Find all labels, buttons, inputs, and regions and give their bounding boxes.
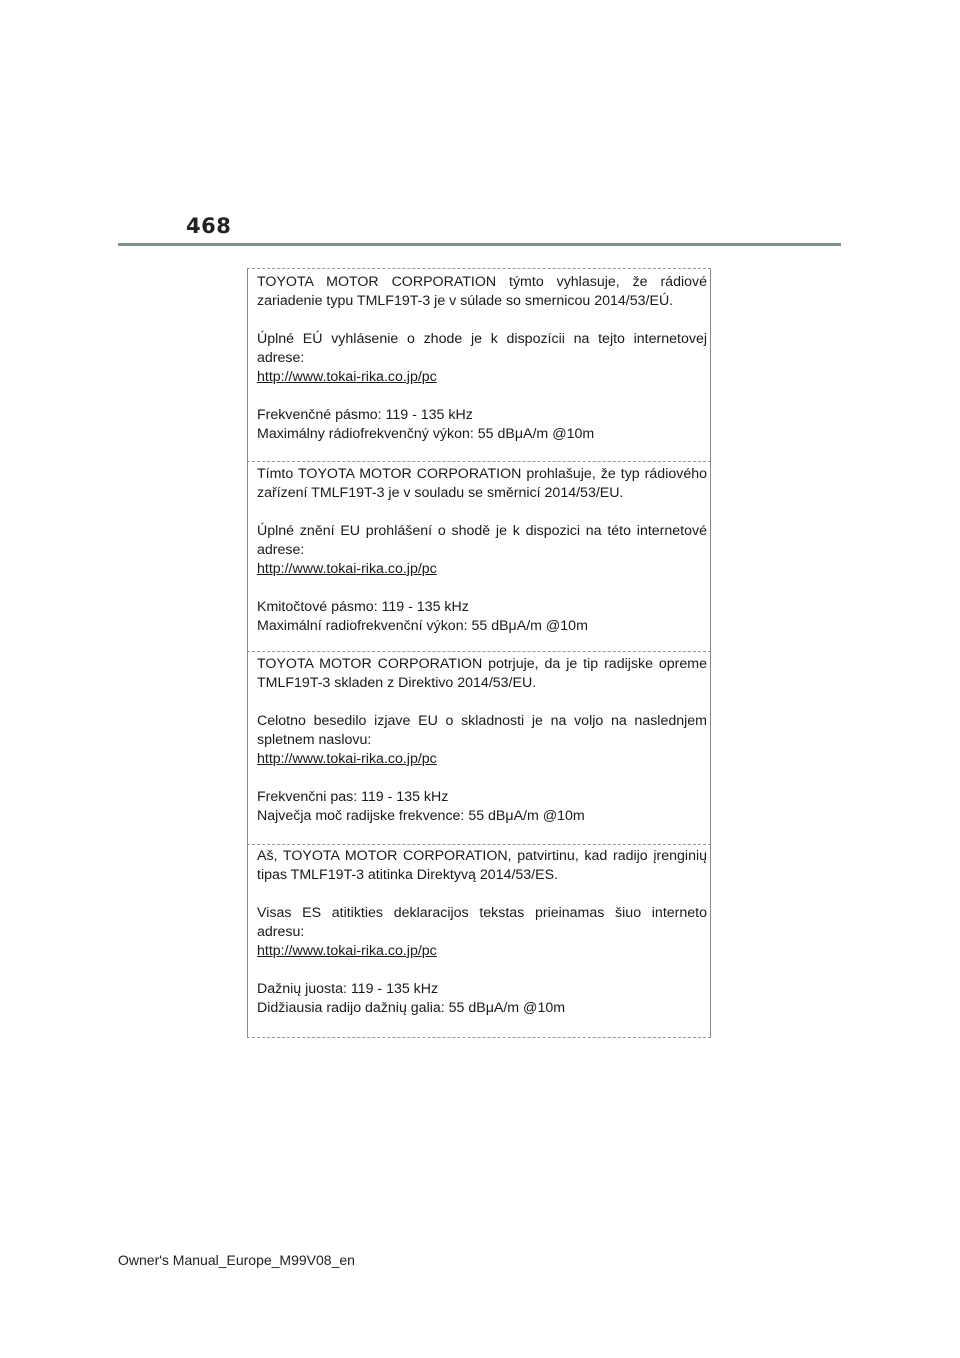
declaration-section-slovak [257,273,707,444]
section-divider [247,844,711,845]
declaration-url-link[interactable]: http://www.tokai-rika.co.jp/pc [257,751,437,767]
max-power: Maximálny rádiofrekvenčný výkon: 55 dBμA/m @10m [257,426,595,442]
declaration-availability: Visas ES atitikties deklaracijos tekstas prieinamas šiuo interneto adresu: [257,905,707,940]
section-divider [247,461,711,462]
max-power: Maximální radiofrekvenční výkon: 55 dBμA/m @10m [257,618,588,634]
header-rule [118,243,841,246]
frequency-band: Dažnių juosta: 119 - 135 kHz [257,981,439,997]
declaration-statement: Tímto TOYOTA MOTOR CORPORATION prohlašuje, že typ rádiového zařízení TMLF19T-3 je v souladu se směrnicí 2014/53/EU. [257,466,707,501]
declaration-statement: Aš, TOYOTA MOTOR CORPORATION, patvirtinu, kad radijo įrenginių tipas TMLF19T-3 atitinka Direktyvą 2014/53/ES. [257,848,707,883]
declaration-statement: TOYOTA MOTOR CORPORATION potrjuje, da je tip radijske opreme TMLF19T-3 skladen z Direktivo 2014/53/EU. [257,656,707,691]
frequency-band: Kmitočtové pásmo: 119 - 135 kHz [257,599,469,615]
declaration-url-link[interactable]: http://www.tokai-rika.co.jp/pc [257,369,437,385]
declaration-availability: Úplné EÚ vyhlásenie o zhode je k dispozícii na tejto internetovej adrese: [257,331,707,366]
max-power: Največja moč radijske frekvence: 55 dBμA/m @10m [257,808,585,824]
declaration-section-czech [257,465,707,636]
declaration-availability: Celotno besedilo izjave EU o skladnosti je na voljo na naslednjem spletnem naslovu: [257,713,707,748]
declaration-section-lithuanian [257,847,707,1018]
max-power: Didžiausia radijo dažnių galia: 55 dBμA/m @10m [257,1000,566,1016]
frequency-band: Frekvenčné pásmo: 119 - 135 kHz [257,407,473,423]
declaration-section-slovenian [257,655,707,826]
declaration-url-link[interactable]: http://www.tokai-rika.co.jp/pc [257,943,437,959]
footer-manual-id: Owner's Manual_Europe_M99V08_en [118,1252,355,1268]
page-number: 468 [186,214,232,238]
section-divider [247,651,711,652]
declaration-availability: Úplné znění EU prohlášení o shodě je k dispozici na této internetové adrese: [257,523,707,558]
frequency-band: Frekvenčni pas: 119 - 135 kHz [257,789,449,805]
declaration-statement: TOYOTA MOTOR CORPORATION týmto vyhlasuje, že rádiové zariadenie typu TMLF19T-3 je v súlade so smernicou 2014/53/EÚ. [257,274,707,309]
declaration-url-link[interactable]: http://www.tokai-rika.co.jp/pc [257,561,437,577]
